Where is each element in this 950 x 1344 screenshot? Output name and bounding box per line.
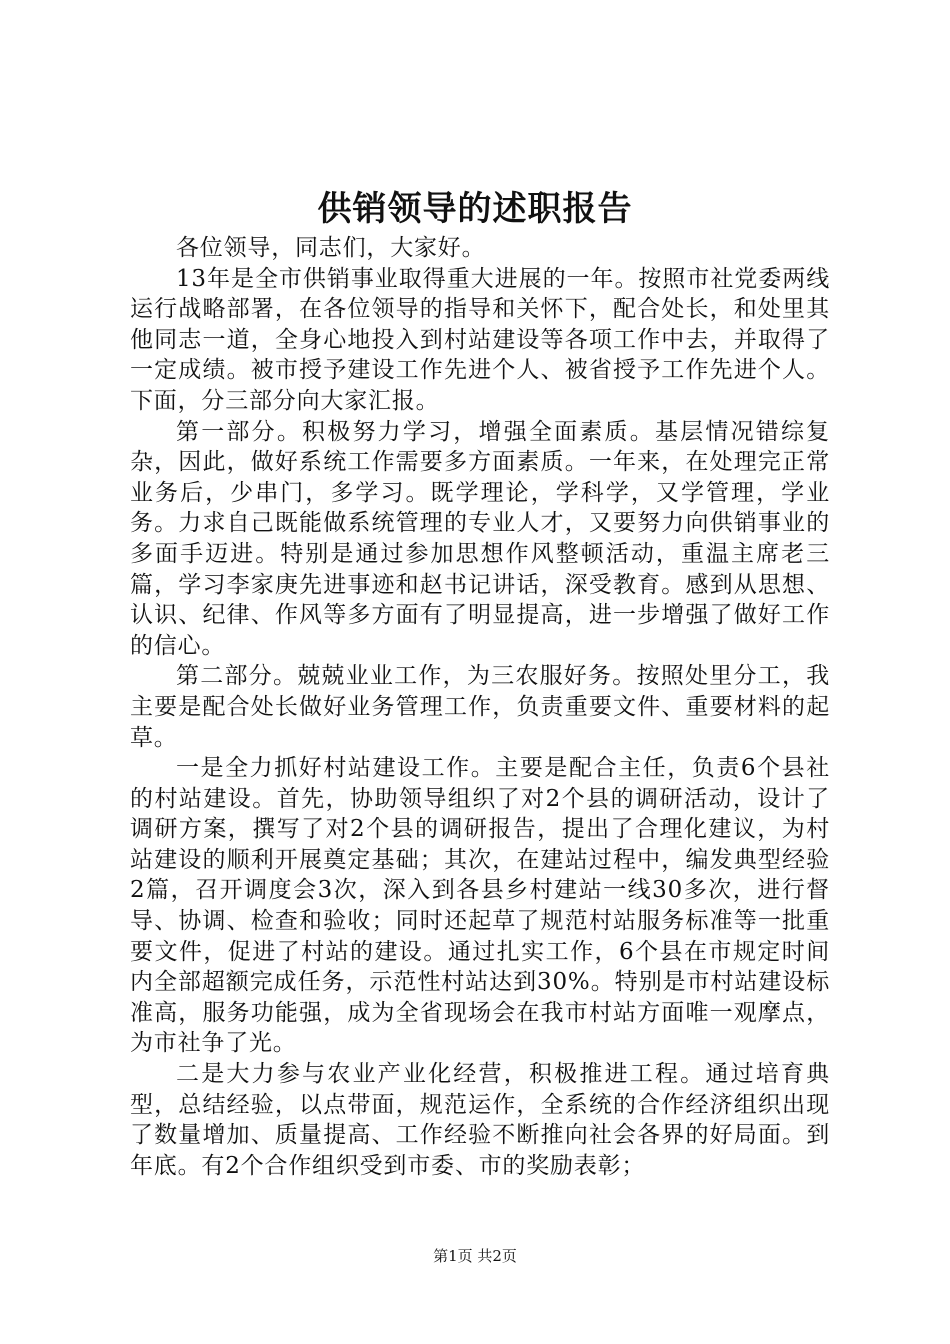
- paragraph-item-one: 一是全力抓好村站建设工作。主要是配合主任，负责6个县社的村站建设。首先，协助领导组织了对2个县的调研活动，设计了调研方案，撰写了对2个县的调研报告，提出了合理化建议，为村站建设的顺利开展奠定基础；其次，在建站过程中，编发典型经验2篇，召开调度会3次，深入到各县乡村建站一线30多次，进行督导、协调、检查和验收；同时还起草了规范村站服务标准等一批重要文件，促进了村站的建设。通过扎实工作，6个县在市规定时间内全部超额完成任务，示范性村站达到30%。特别是市村站建设标准高，服务功能强，成为全省现场会在我市村站方面唯一观摩点，为市社争了光。: [130, 755, 830, 1057]
- paragraph-part-two: 第二部分。兢兢业业工作，为三农服好务。按照处里分工，我主要是配合处长做好业务管理工作，负责重要文件、重要材料的起草。: [130, 663, 830, 751]
- paragraph-part-one: 第一部分。积极努力学习，增强全面素质。基层情况错综复杂，因此，做好系统工作需要多方面素质。一年来，在处理完正常业务后，少串门，多学习。既学理论，学科学，又学管理，学业务。力求自己既能做系统管理的专业人才，又要努力向供销事业的多面手迈进。特别是通过参加思想作风整顿活动，重温主席老三篇，学习李家庚先进事迹和赵书记讲话，深受教育。感到从思想、认识、纪律、作风等多方面有了明显提高，进一步增强了做好工作的信心。: [130, 418, 830, 659]
- paragraph-greeting: 各位领导，同志们，大家好。: [176, 235, 486, 261]
- document-body: [130, 233, 830, 1181]
- document-title: 供销领导的述职报告: [317, 189, 633, 229]
- paragraph-item-two: 二是大力参与农业产业化经营，积极推进工程。通过培育典型，总结经验，以点带面，规范运作，全系统的合作经济组织出现了数量增加、质量提高、工作经验不断推向社会各界的好局面。到年底。有2个合作组织受到市委、市的奖励表彰；: [130, 1061, 830, 1179]
- page-footer: 第1页 共2页: [433, 1247, 517, 1265]
- paragraph-intro: 13年是全市供销事业取得重大进展的一年。按照市社党委两线运行战略部署，在各位领导的指导和关怀下，配合处长，和处里其他同志一道，全身心地投入到村站建设等各项工作中去，并取得了一定成绩。被市授予建设工作先进个人、被省授予工作先进个人。下面，分三部分向大家汇报。: [130, 265, 830, 414]
